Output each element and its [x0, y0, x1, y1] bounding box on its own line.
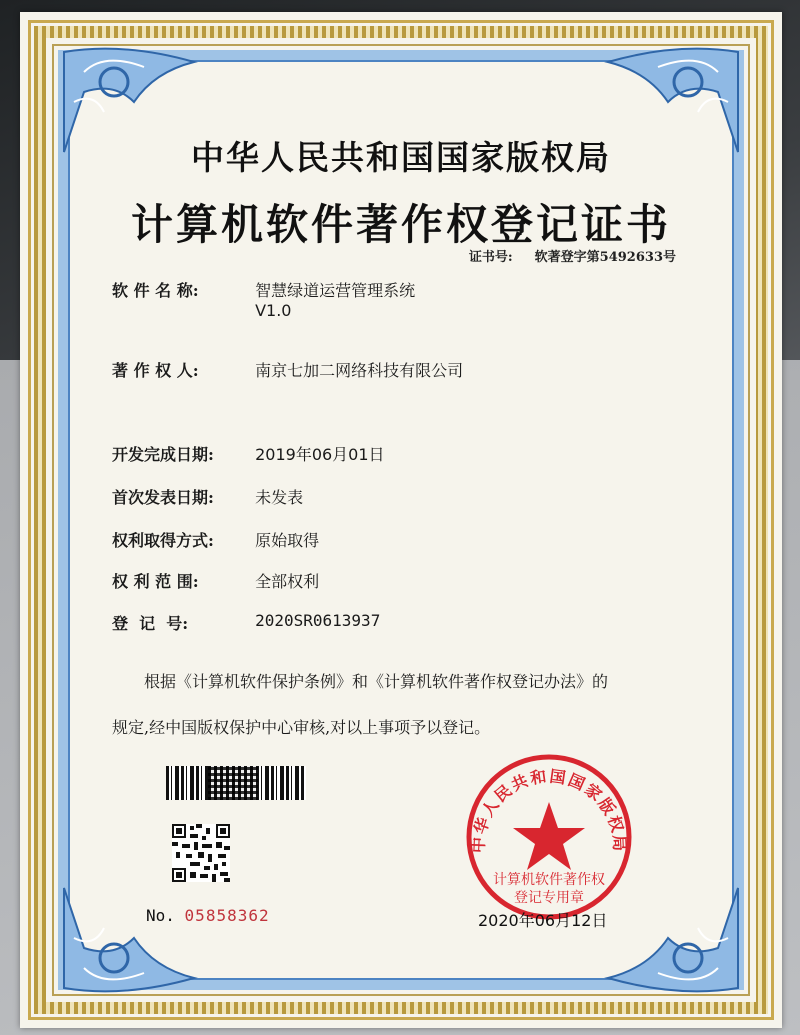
certificate-title: 计算机软件著作权登记证书: [130, 200, 671, 249]
copyright-owner-value: 南京七加二网络科技有限公司: [255, 361, 464, 380]
issue-date: 2020年06月12日: [478, 911, 608, 930]
serial-prefix: No.: [146, 906, 175, 925]
field-software-name: [112, 278, 415, 320]
certificate-sheet: [20, 12, 782, 1028]
completion-date-label: 开发完成日期:: [112, 445, 214, 464]
serial-number-value: 05858362: [184, 906, 270, 925]
seal-line-1: 计算机软件著作权: [493, 872, 605, 888]
completion-date-value: 2019年06月01日: [255, 445, 385, 464]
serial-number: [146, 906, 270, 925]
scope-label: 权 利 范 围:: [112, 572, 199, 591]
registration-no-value: 2020SR0613937: [255, 611, 381, 630]
field-scope: [112, 569, 319, 592]
official-seal-stamp: [464, 752, 634, 922]
barcode-icon: [166, 766, 306, 800]
seal-line-2: 登记专用章: [514, 890, 584, 906]
registration-no-label: 登 记 号:: [112, 614, 189, 633]
software-name-value: [255, 278, 415, 320]
field-acquisition: [112, 528, 319, 551]
software-version: V1.0: [255, 301, 292, 320]
certificate-number-value: 软著登字第5492633号: [534, 250, 676, 265]
field-copyright-owner: [112, 358, 463, 381]
seal-star-icon: [513, 802, 585, 870]
copyright-owner-label: 著 作 权 人:: [112, 361, 199, 380]
acquisition-label: 权利取得方式:: [112, 531, 214, 550]
certificate-number: [469, 246, 676, 265]
seal-ring-text: 中华人民共和国国家版权局: [468, 766, 630, 854]
acquisition-value: 原始取得: [255, 531, 320, 550]
certificate-number-label: 证书号:: [468, 250, 513, 265]
body-paragraph-1: 根据《计算机软件保护条例》和《计算机软件著作权登记办法》的: [144, 672, 609, 691]
corner-ornament-bottom-left: [54, 878, 204, 998]
publish-date-value: 未发表: [255, 488, 304, 507]
publish-date-label: 首次发表日期:: [112, 488, 214, 507]
scope-value: 全部权利: [255, 572, 320, 591]
field-publish-date: [112, 485, 303, 508]
body-paragraph-2: 规定,经中国版权保护中心审核,对以上事项予以登记。: [112, 718, 491, 737]
issuer-title: 中华人民共和国国家版权局: [191, 138, 611, 177]
field-completion-date: [112, 442, 385, 465]
qr-code-icon: [172, 824, 230, 882]
software-name-text: 智慧绿道运营管理系统: [255, 281, 416, 300]
field-registration-no: [112, 611, 380, 634]
frame-blue-border: [58, 50, 744, 990]
software-name-label: 软 件 名 称:: [112, 281, 199, 300]
